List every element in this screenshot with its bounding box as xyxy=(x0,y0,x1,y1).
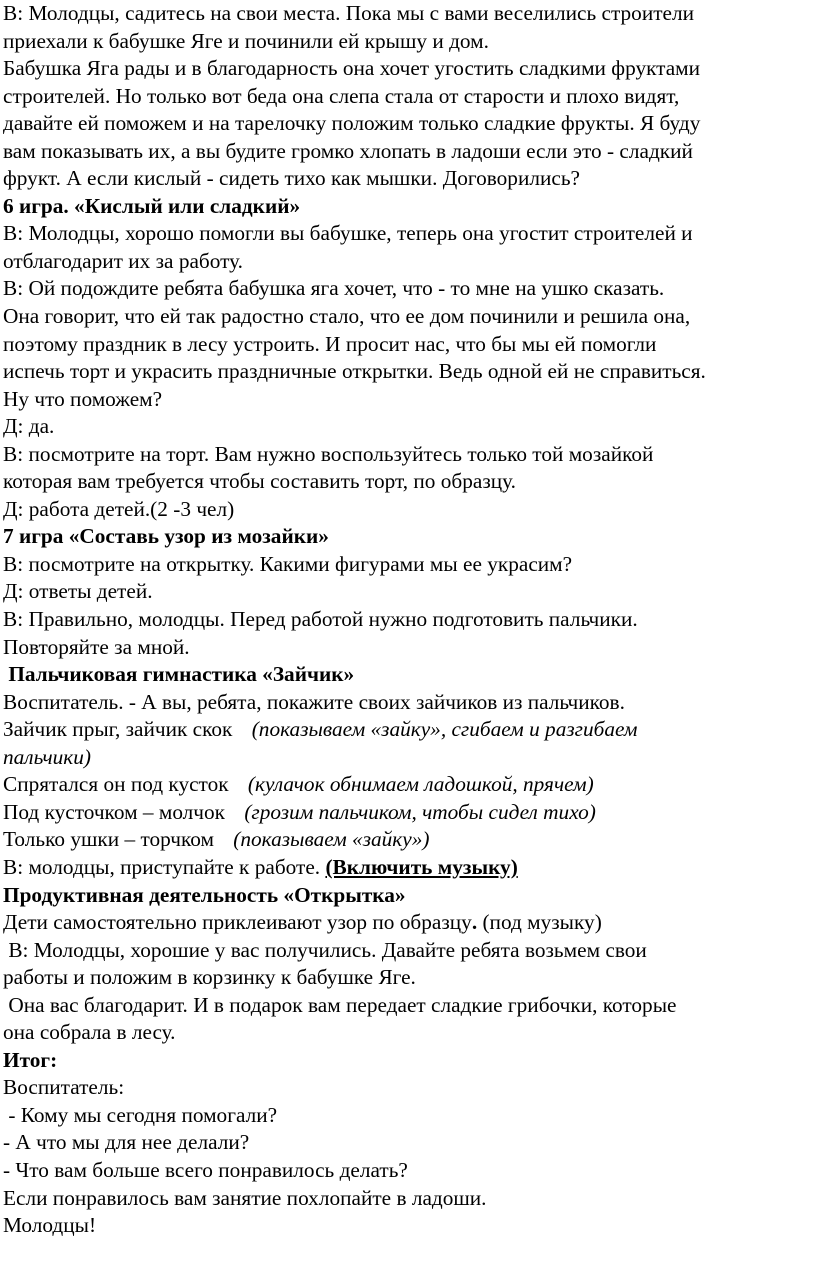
rhyme-line xyxy=(3,799,816,827)
text-line: Д: работа детей.(2 -3 чел) xyxy=(3,496,235,521)
text-line: фрукт. А если кислый - сидеть тихо как мышки. Договорились? xyxy=(3,166,580,191)
text-line: она собрала в лесу. xyxy=(3,1020,176,1045)
text-line: В: Правильно, молодцы. Перед работой нужно подготовить пальчики. xyxy=(3,607,638,632)
text-line: В: Молодцы, садитесь на свои места. Пока мы с вами веселились строители xyxy=(3,1,694,25)
text-line: Бабушка Яга рады и в благодарность она хочет угостить сладкими фруктами xyxy=(3,56,701,81)
rhyme-line xyxy=(3,771,816,799)
rhyme-text: Только ушки – торчком xyxy=(3,827,214,852)
text-line: В: Молодцы, хорошо помогли вы бабушке, теперь она угостит строителей и xyxy=(3,221,693,246)
text-line: Она вас благодарит. И в подарок вам передает сладкие грибочки, которые xyxy=(3,992,677,1017)
text-line: Д: да. xyxy=(3,414,55,439)
rhyme-note: (показываем «зайку», сгибаем и разгибаем xyxy=(251,717,638,742)
text-line: отблагодарит их за работу. xyxy=(3,248,243,273)
text-line: Воспитатель. - А вы, ребята, покажите своих зайчиков из пальчиков. xyxy=(3,689,625,714)
rhyme-note: (грозим пальчиком, чтобы сидел тихо) xyxy=(244,799,596,824)
section-heading: Пальчиковая гимнастика «Зайчик» xyxy=(3,662,355,687)
music-link[interactable]: (Включить музыку) xyxy=(325,854,518,879)
text-line: приехали к бабушке Яге и починили ей крышу и дом. xyxy=(3,28,489,53)
text-line: Ну что поможем? xyxy=(3,386,163,411)
text-line: испечь торт и украсить праздничные открытки. Ведь одной ей не справиться. xyxy=(3,359,706,384)
text-line: - А что мы для нее делали? xyxy=(3,1130,250,1155)
text-line: Она говорит, что ей так радостно стало, что ее дом починили и решила она, xyxy=(3,304,691,329)
text-line: - Кому мы сегодня помогали? xyxy=(3,1102,278,1127)
text-line: Д: ответы детей. xyxy=(3,579,153,604)
rhyme-line xyxy=(3,716,816,744)
section-heading: 6 игра. «Кислый или сладкий» xyxy=(3,193,301,218)
rhyme-note: (кулачок обнимаем ладошкой, прячем) xyxy=(247,772,594,797)
section-heading: Итог: xyxy=(3,1047,58,1072)
text-line: поэтому праздник в лесу устроить. И просит нас, что бы мы ей помогли xyxy=(3,331,657,356)
text-line: В: посмотрите на открытку. Какими фигурами мы ее украсим? xyxy=(3,551,573,576)
text-line: В: Молодцы, хорошие у вас получились. Давайте ребята возьмем свои xyxy=(3,937,647,962)
rhyme-text: Под кусточком – молчок xyxy=(3,799,226,824)
text-line: В: посмотрите на торт. Вам нужно воспользуйтесь только той мозайкой xyxy=(3,441,654,466)
section-heading: Продуктивная деятельность «Открытка» xyxy=(3,882,406,907)
text-line xyxy=(3,854,816,882)
rhyme-text: Спрятался он под кусток xyxy=(3,772,229,797)
text-line: - Что вам больше всего понравилось делать? xyxy=(3,1157,408,1182)
text-line: В: Ой подождите ребята бабушка яга хочет, что - то мне на ушко сказать. xyxy=(3,276,665,301)
text-line: Молодцы! xyxy=(3,1213,97,1238)
rhyme-line xyxy=(3,826,816,854)
rhyme-note: пальчики) xyxy=(3,744,91,769)
text-span: . xyxy=(471,910,478,935)
text-line: Повторяйте за мной. xyxy=(3,634,190,659)
text-span: В: молодцы, приступайте к работе. xyxy=(3,854,326,879)
text-line: Если понравилось вам занятие похлопайте в ладоши. xyxy=(3,1185,487,1210)
section-heading: 7 игра «Составь узор из мозайки» xyxy=(3,524,329,549)
text-line: давайте ей поможем и на тарелочку положим только сладкие фрукты. Я буду xyxy=(3,111,701,136)
text-line: работы и положим в корзинку к бабушке Яге. xyxy=(3,965,416,990)
text-line xyxy=(3,909,816,937)
text-line: вам показывать их, а вы будите громко хлопать в ладоши если это - сладкий xyxy=(3,138,693,163)
text-line: строителей. Но только вот беда она слепа стала от старости и плохо видят, xyxy=(3,83,680,108)
text-line: которая вам требуется чтобы составить торт, по образцу. xyxy=(3,469,516,494)
text-span: (под музыку) xyxy=(477,910,602,935)
rhyme-note: (показываем «зайку») xyxy=(233,827,430,852)
text-line: Воспитатель: xyxy=(3,1075,125,1100)
text-span: Дети самостоятельно приклеивают узор по образцу xyxy=(3,910,472,935)
rhyme-text: Зайчик прыг, зайчик скок xyxy=(3,717,233,742)
